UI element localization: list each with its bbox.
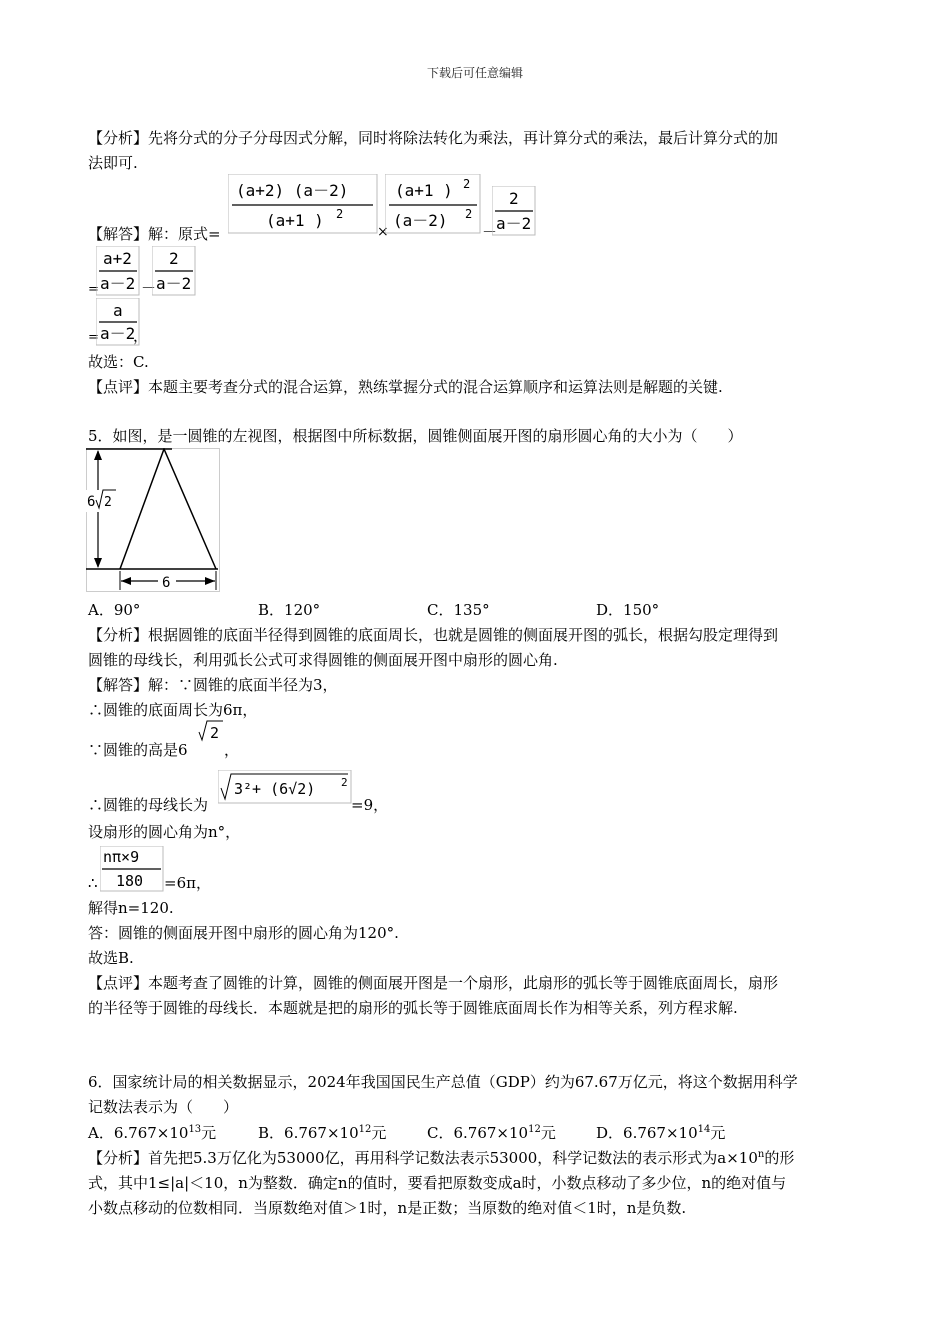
q5-solution-5: 设扇形的圆心角为n°， [88, 823, 241, 841]
q4-eq-2: = [88, 330, 99, 345]
q5-choose: 故选B. [88, 949, 134, 967]
q4-frac3-den: a－2 [496, 214, 532, 233]
q4-eq-1: = [88, 282, 99, 297]
q5-option-c: C．135° [427, 601, 490, 619]
q5-solution-1: 【解答】解：∵圆锥的底面半径为3， [88, 676, 338, 694]
q5-sol4-suffix: =9， [351, 796, 389, 814]
q5-option-d: D．150° [596, 601, 660, 619]
q5-sol4-prefix: ∴圆锥的母线长为 [88, 796, 209, 814]
q5-sol6-den: 180 [116, 872, 144, 890]
q5-comment-line1: 【点评】本题考查了圆锥的计算，圆锥的侧面展开图是一个扇形，此扇形的弧长等于圆锥底面周长，扇形 [88, 974, 779, 992]
q4-fraction-4 [96, 246, 140, 296]
q4-answer-prefix: 【解答】解：原式= [88, 225, 221, 243]
q6-question-line1: 6．国家统计局的相关数据显示，2024年我国国民生产总值（GDP）约为67.67万亿元，将这个数据用科学 [88, 1073, 798, 1091]
q4-frac2-sq2: 2 [465, 207, 473, 221]
q6-option-b: B．$6.767\times 10^{12}$元 [258, 1124, 387, 1142]
q6-analysis-line1: 【分析】首先把5.3万亿化为53000亿，再用科学记数法表示53000，科学记数法的表示形式为$a\times 10^n$的形 [88, 1149, 795, 1167]
q4-frac4-num: a+2 [103, 249, 132, 268]
q6-question-line2: 记数法表示为（ ） [88, 1098, 239, 1116]
q4-frac3-num: 2 [509, 189, 519, 208]
q6-analysis-line3: 小数点移动的位数相同．当原数绝对值＞1时，n是正数；当原数的绝对值＜1时，n是负数. [88, 1199, 687, 1217]
q4-frac6-num: a [113, 301, 123, 320]
q4-frac1-sq: 2 [336, 207, 344, 221]
q5-fig-base-label: 6 [162, 575, 171, 591]
q5-solution-3 [88, 740, 188, 760]
q4-frac5-den: a－2 [156, 274, 192, 293]
q5-sol4-radicand: 3²+ (6√2) [234, 780, 316, 798]
q4-fraction-2 [385, 174, 481, 234]
q5-analysis-line2: 圆锥的母线长，利用弧长公式可求得圆锥的侧面展开图中扇形的圆心角. [88, 651, 558, 669]
q4-analysis-line2: 法即可. [88, 154, 138, 172]
q5-sqrt-hypotenuse [218, 770, 352, 804]
q5-question: 5．如图，是一圆锥的左视图，根据图中所标数据，圆锥侧面展开图的扇形圆心角的大小为（ ） [88, 427, 743, 445]
q5-sol6-prefix: ∴ [88, 874, 98, 892]
q5-sol3-radical: 2 [210, 724, 220, 742]
q5-sol6-num: nπ×9 [103, 848, 140, 866]
q4-frac1-num: (a+2) (a－2) [236, 181, 349, 200]
q4-fraction-5 [152, 246, 196, 296]
page-header: 下载后可任意编辑 [426, 66, 523, 80]
q4-times: × [377, 224, 389, 240]
q5-analysis-line1: 【分析】根据圆锥的底面半径得到圆锥的底面周长，也就是圆锥的侧面展开图的弧长，根据勾股定理得到 [88, 626, 779, 644]
q6-analysis-line2: 式，其中1≤|a|＜10，n为整数．确定n的值时，要看把原数变成a时，小数点移动了多少位，n的绝对值与 [88, 1174, 787, 1192]
q4-frac5-num: 2 [169, 249, 179, 268]
q5-fig-height-radical: 2 [104, 495, 112, 510]
q4-frac1-den: (a+1 ) [266, 211, 324, 230]
q4-fraction-1 [228, 174, 378, 234]
q4-frac6-den: a－2 [100, 324, 136, 343]
q6-option-c: C．$6.767\times 10^{12}$元 [427, 1124, 556, 1142]
q6-option-d: D．$6.767\times 10^{14}$元 [596, 1124, 726, 1142]
q4-fraction-3 [492, 186, 536, 236]
q5-solution-2: ∴圆锥的底面周长为6π， [88, 701, 258, 719]
q5-option-a: A．90° [88, 601, 141, 619]
q5-option-b: B．120° [258, 601, 321, 619]
q4-minus-2: － [141, 279, 157, 297]
q4-frac2-den: (a－2) [393, 211, 448, 230]
q5-fig-height-label: 6 [87, 494, 96, 510]
q4-comma: ， [133, 327, 149, 345]
q4-frac4-den: a－2 [100, 274, 136, 293]
q5-sol3-suffix: ， [224, 741, 240, 759]
q5-sol3-prefix: ∵圆锥的高是6 [88, 741, 188, 759]
q5-comment-line2: 的半径等于圆锥的母线长．本题就是把的扇形的弧长等于圆锥底面周长作为相等关系，列方程求解. [88, 999, 738, 1017]
q5-cone-figure [86, 448, 220, 592]
q5-sol6-suffix: =6π， [164, 874, 211, 892]
q4-comment: 【点评】本题主要考查分式的混合运算，熟练掌握分式的混合运算顺序和运算法则是解题的关键. [88, 378, 723, 396]
q5-sqrt2-image [198, 718, 224, 746]
q6-option-a: A．$6.767\times 10^{13}$元 [88, 1124, 217, 1142]
q5-sol4-sq: 2 [341, 776, 348, 789]
q5-solution-8: 答：圆锥的侧面展开图中扇形的圆心角为120°. [88, 924, 399, 942]
q4-frac2-num: (a+1 ) [395, 181, 453, 200]
q4-frac2-sq: 2 [463, 177, 471, 191]
q4-minus: － [482, 223, 498, 241]
q4-choose: 故选：C. [88, 353, 149, 371]
q5-solution-7: 解得n=120. [88, 899, 174, 917]
q4-analysis-line1: 【分析】先将分式的分子分母因式分解，同时将除法转化为乘法，再计算分式的乘法，最后计算分式的加 [88, 129, 779, 147]
q5-arc-fraction [100, 846, 164, 892]
